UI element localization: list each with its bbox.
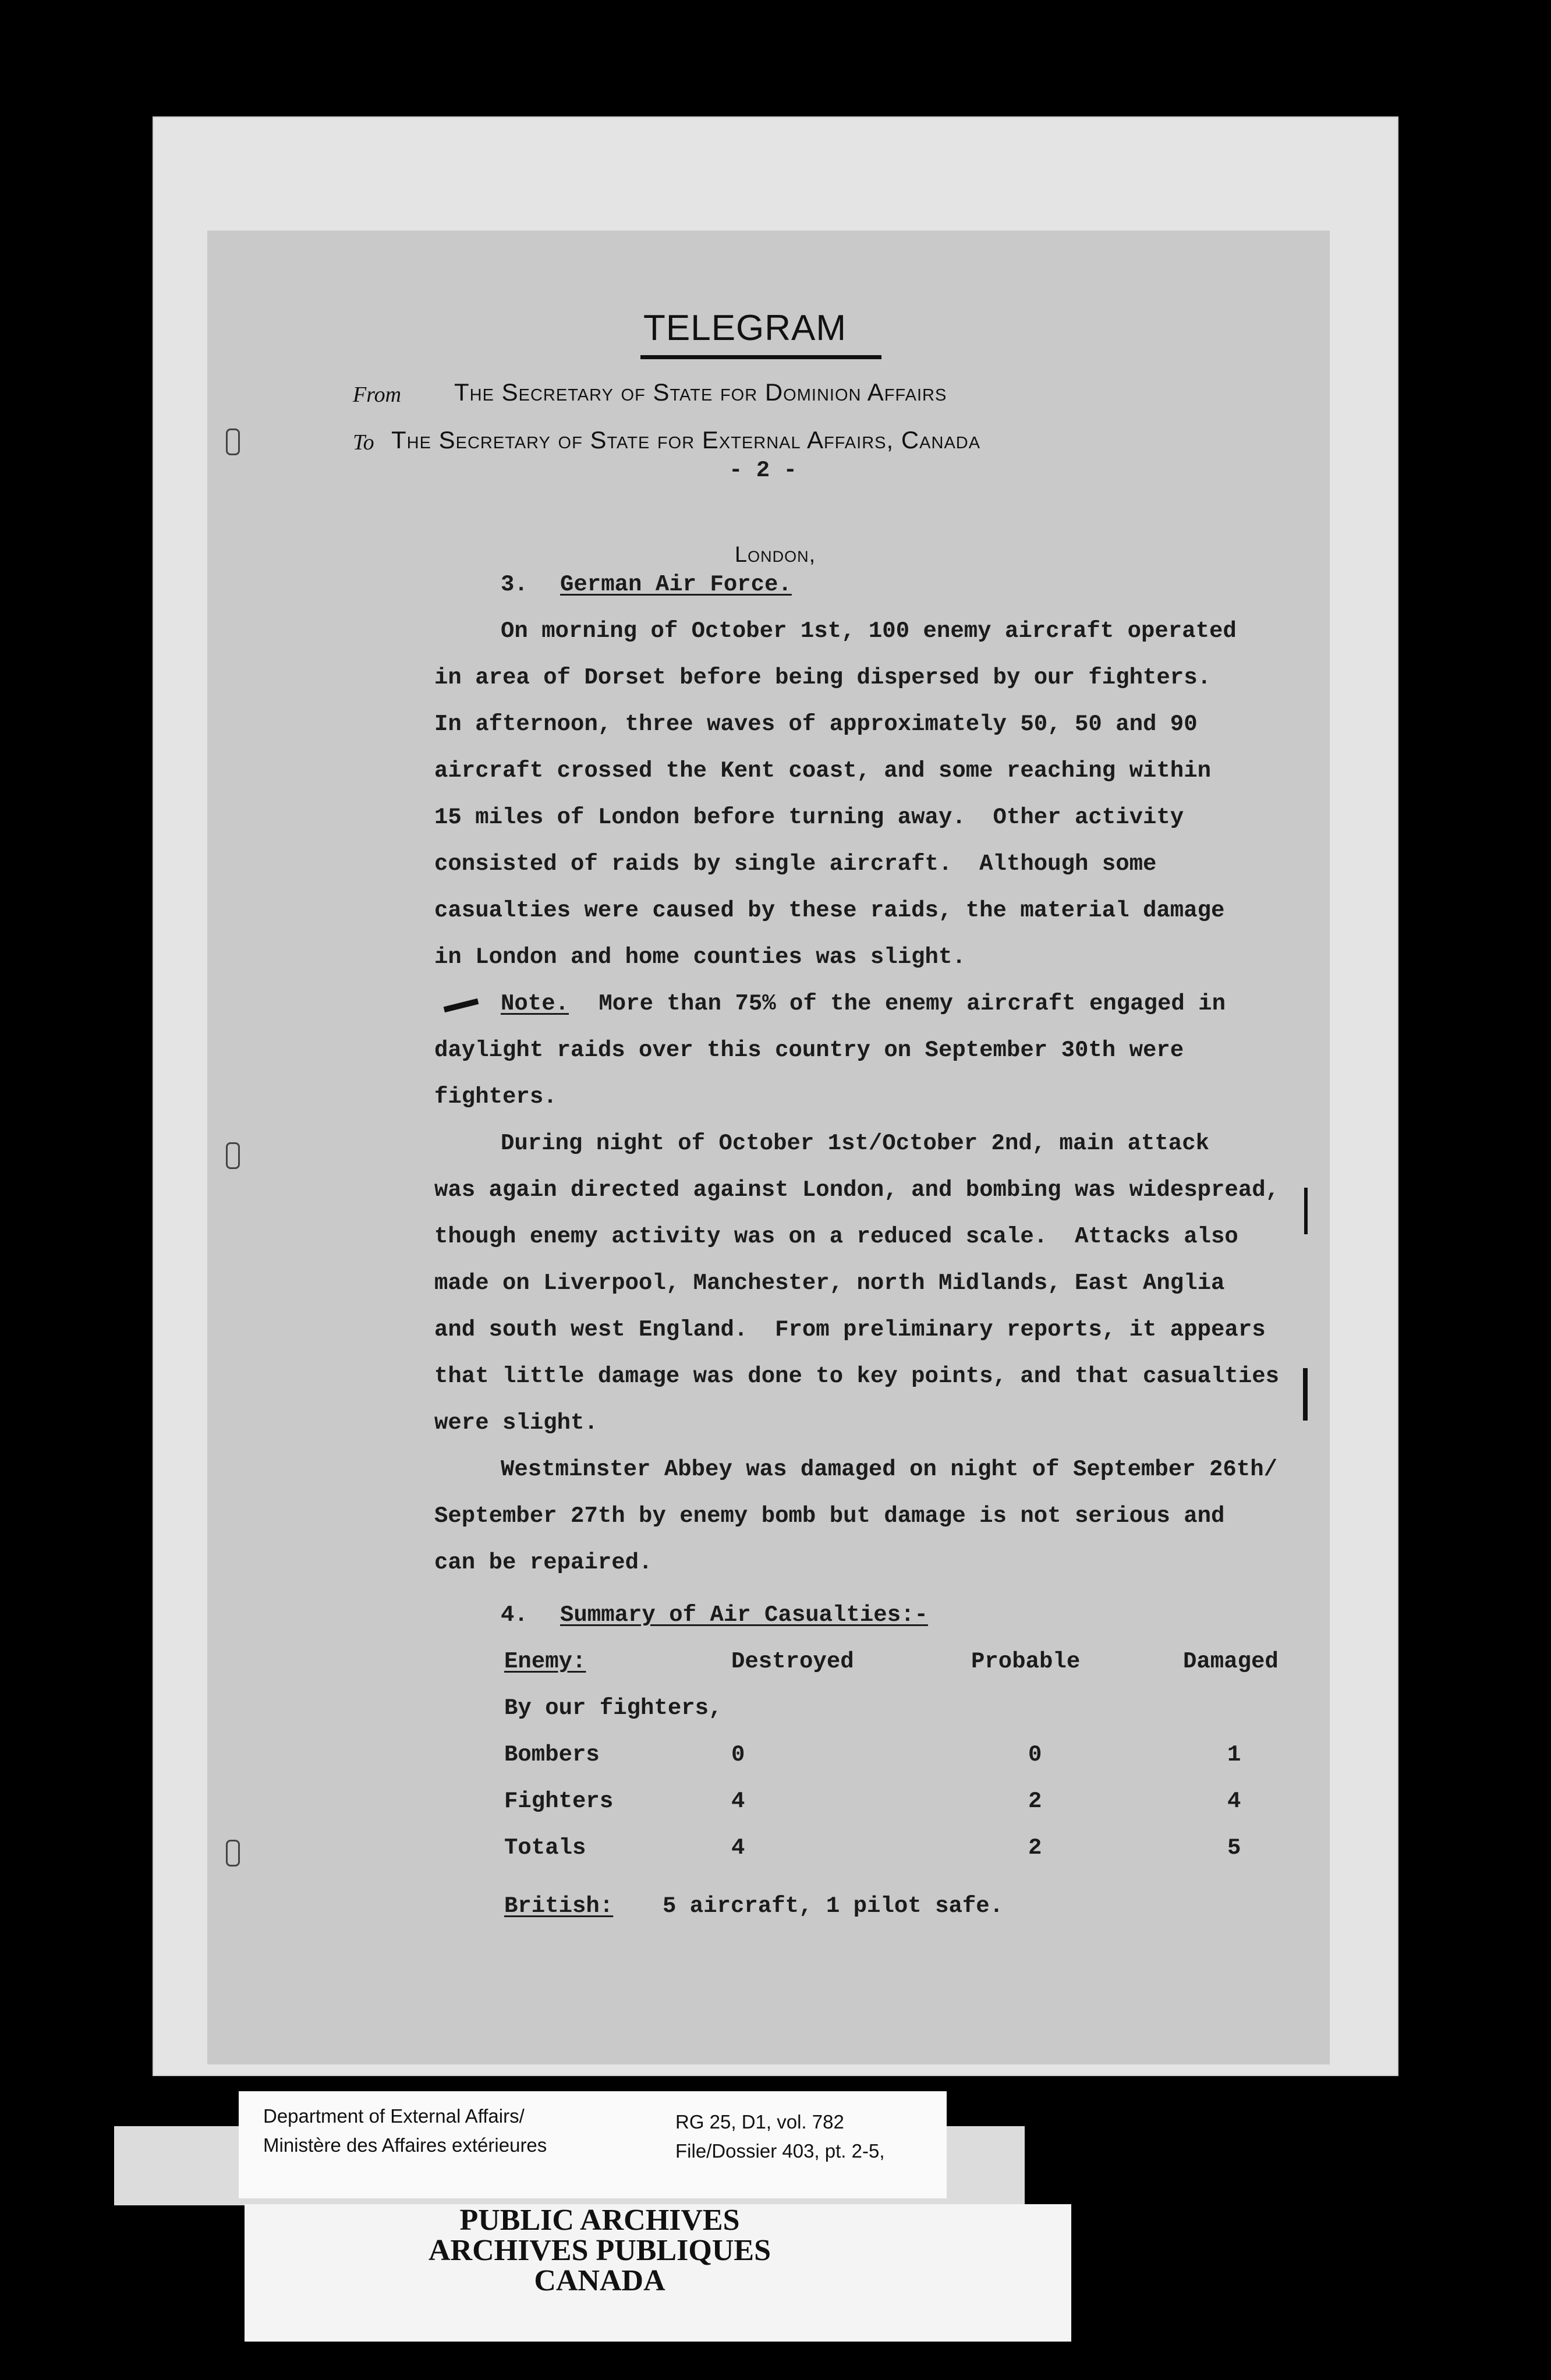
table-cell: 4 [731,1835,745,1861]
telegram-title: TELEGRAM [643,308,847,348]
table-row-label: Bombers [504,1742,600,1768]
margin-mark [1304,1188,1308,1234]
body-line: consisted of raids by single aircraft. Although some [434,851,1157,877]
table-cell: 1 [1227,1742,1241,1768]
punch-hole-bottom [226,1840,240,1867]
body-line: 15 miles of London before turning away. Other activity [434,805,1184,830]
body-line: can be repaired. [434,1550,653,1575]
body-line: made on Liverpool, Manchester, north Midlands, East Anglia [434,1270,1225,1296]
place-line: London, [735,543,816,567]
archive-ref-line: File/Dossier 403, pt. 2-5, [675,2140,885,2162]
table-row-label: Fighters [504,1788,614,1814]
from-value: The Secretary of State for Dominion Affairs [454,378,947,406]
body-line: More than 75% of the enemy aircraft engaged in [585,991,1226,1017]
british-text: 5 aircraft, 1 pilot safe. [663,1893,1004,1919]
archive-stamp-line: PUBLIC ARCHIVES [459,2204,740,2237]
archive-stamp-line: ARCHIVES PUBLIQUES [428,2234,771,2267]
body-line: in area of Dorset before being dispersed by our fighters. [434,665,1212,690]
to-value: The Secretary of State for External Affairs, Canada [391,426,981,454]
body-line: September 27th by enemy bomb but damage is not serious and [434,1503,1225,1529]
margin-mark [1303,1368,1308,1421]
punch-hole-top [226,428,240,455]
table-subhead: By our fighters, [504,1695,723,1721]
table-cell: 2 [1028,1835,1042,1861]
body-line: During night of October 1st/October 2nd, main attack [501,1131,1209,1156]
british-label: British: [504,1893,614,1919]
body-line: though enemy activity was on a reduced scale. Attacks also [434,1224,1238,1249]
archive-dept-line: Ministère des Affaires extérieures [263,2134,547,2156]
body-line: in London and home counties was slight. [434,944,966,970]
section3-number: 3. [501,572,528,597]
body-line: On morning of October 1st, 100 enemy aircraft operated [501,618,1237,644]
table-cell: 0 [731,1742,745,1768]
note-label: Note. [501,991,569,1017]
column-header-destroyed: Destroyed [731,1649,854,1674]
table-cell: 5 [1227,1835,1241,1861]
table-cell: 0 [1028,1742,1042,1768]
body-line: aircraft crossed the Kent coast, and some reaching within [434,758,1212,784]
to-label: To [353,430,374,455]
column-header-probable: Probable [971,1649,1081,1674]
body-line: that little damage was done to key points, and that casualties [434,1363,1280,1389]
column-header-damaged: Damaged [1183,1649,1279,1674]
column-header-enemy: Enemy: [504,1649,586,1674]
archive-ref-line: RG 25, D1, vol. 782 [675,2111,844,2133]
title-underline [640,355,881,359]
punch-hole-middle [226,1142,240,1169]
body-line: daylight raids over this country on September 30th were [434,1037,1184,1063]
table-cell: 4 [731,1788,745,1814]
table-cell: 2 [1028,1788,1042,1814]
archive-stamp-line: CANADA [534,2264,665,2297]
section4-number: 4. [501,1602,528,1628]
table-row-label: Totals [504,1835,586,1861]
section3-heading: German Air Force. [560,572,792,597]
body-line: Westminster Abbey was damaged on night of September 26th/ [501,1457,1278,1482]
body-line: casualties were caused by these raids, the material damage [434,898,1225,923]
page-marker: - 2 - [729,458,798,483]
body-line: were slight. [434,1410,598,1436]
body-line: In afternoon, three waves of approximately 50, 50 and 90 [434,711,1198,737]
table-cell: 4 [1227,1788,1241,1814]
archive-dept-line: Department of External Affairs/ [263,2105,525,2127]
from-label: From [353,382,402,407]
body-line: was again directed against London, and bombing was widespread, [434,1177,1280,1203]
section4-heading: Summary of Air Casualties:- [560,1602,928,1628]
body-line: and south west England. From preliminary reports, it appears [434,1317,1266,1343]
body-line: fighters. [434,1084,557,1110]
